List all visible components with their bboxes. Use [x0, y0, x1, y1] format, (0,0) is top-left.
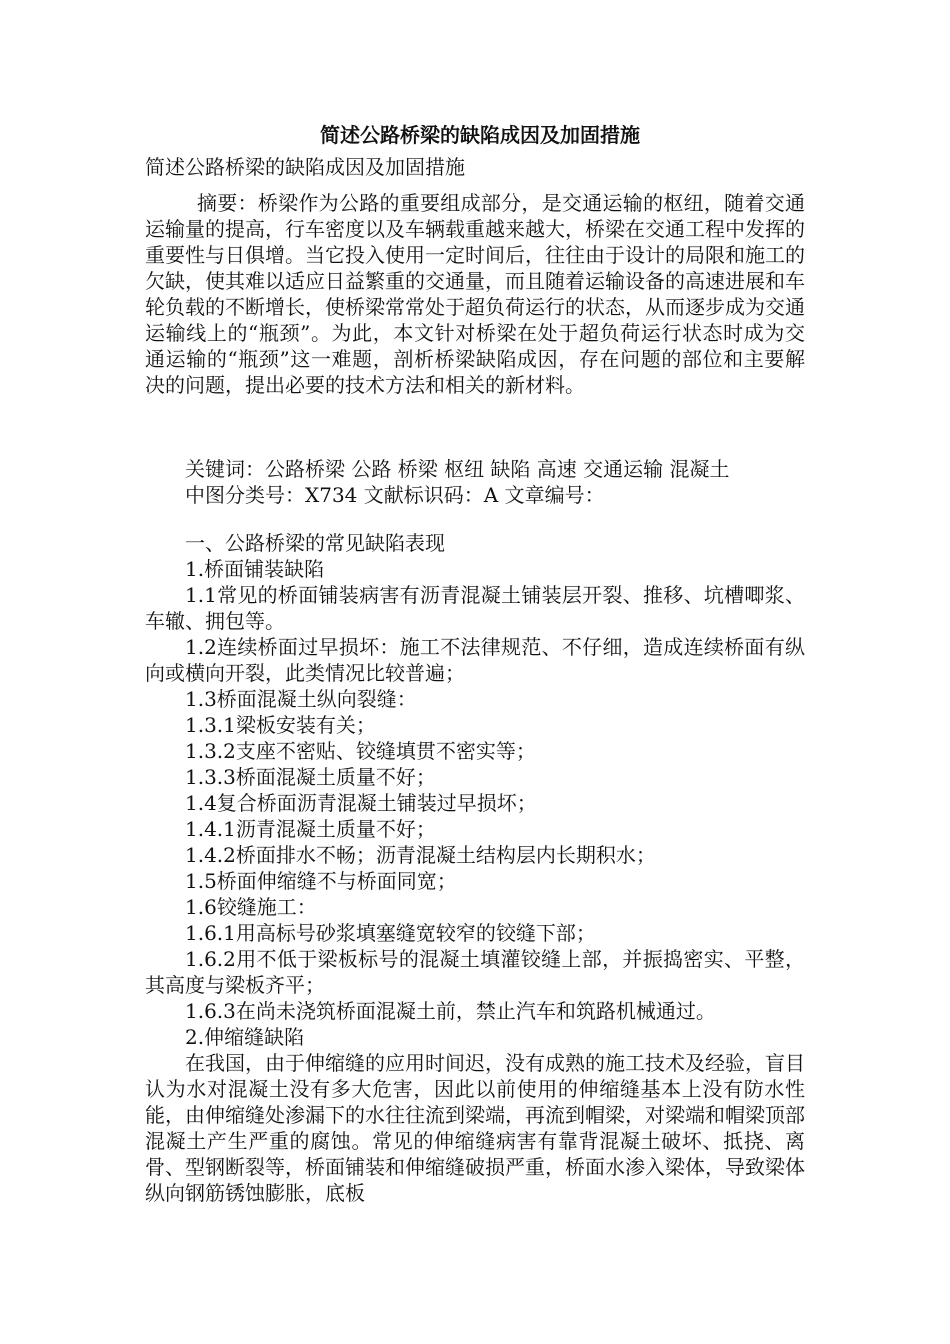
list-item: 1.6.1用高标号砂浆填塞缝宽较窄的铰缝下部； [185, 921, 596, 945]
section-heading: 一、公路桥梁的常见缺陷表现 [185, 531, 445, 555]
abstract-paragraph: 摘要：桥梁作为公路的重要组成部分，是交通运输的枢纽，随着交通运输量的提高，行车密度以及车辆载重越来越大，桥梁在交通工程中发挥的重要性与日俱增。当它投入使用一定时间后，往往由于设计的局限和施工的欠缺，使其难以适应日益繁重的交通量，而且随着运输设备的高速进展和车轮负载的不断增长，使桥梁常常处于超负荷运行的状态，从而逐步成为交通运输线上的“瓶颈”。为此，本文针对桥梁在处于超负荷运行状态时成为交通运输的“瓶颈”这一难题，剖析桥梁缺陷成因，存在问题的部位和主要解决的问题，提出必要的技术方法和相关的新材料。 [145, 191, 805, 397]
document-subtitle: 简述公路桥梁的缺陷成因及加固措施 [145, 155, 465, 179]
list-item: 1.6.3在尚未浇筑桥面混凝土前，禁止汽车和筑路机械通过。 [185, 999, 716, 1023]
list-item: 1.3.1梁板安装有关； [185, 713, 376, 737]
list-item: 1.3.3桥面混凝土质量不好； [185, 765, 436, 789]
list-item: 1.4.2桥面排水不畅；沥青混凝土结构层内长期积水； [185, 843, 656, 867]
document-title: 简述公路桥梁的缺陷成因及加固措施 [320, 123, 640, 147]
list-item: 1.4.1沥青混凝土质量不好； [185, 817, 436, 841]
subsection-heading: 2.伸缩缝缺陷 [185, 1025, 305, 1049]
keywords-line: 关键词：公路桥梁 公路 桥梁 枢纽 缺陷 高速 交通运输 混凝土 [185, 457, 730, 481]
list-item: 1.3桥面混凝土纵向裂缝： [185, 687, 417, 711]
list-item: 1.4复合桥面沥青混凝土铺装过早损坏； [185, 791, 537, 815]
list-item: 1.6.2用不低于梁板标号的混凝土填灌铰缝上部，并振捣密实、平整，其高度与梁板齐平； [145, 947, 805, 997]
list-item: 1.3.2支座不密贴、铰缝填贯不密实等； [185, 739, 536, 763]
list-item: 1.5桥面伸缩缝不与桥面同宽； [185, 869, 457, 893]
body-paragraph: 在我国，由于伸缩缝的应用时间迟，没有成熟的施工技术及经验，盲目认为水对混凝土没有多大危害，因此以前使用的伸缩缝基本上没有防水性能，由伸缩缝处渗漏下的水往往流到梁端，再流到帽梁，对梁端和帽梁顶部混凝土产生严重的腐蚀。常见的伸缩缝病害有靠背混凝土破坏、抵挠、离骨、型钢断裂等，桥面铺装和伸缩缝破损严重，桥面水渗入梁体，导致梁体纵向钢筋锈蚀膨胀，底板 [145, 1051, 805, 1205]
document-page [145, 118, 805, 1206]
subsection-heading: 1.桥面铺装缺陷 [185, 557, 325, 581]
list-item: 1.2连续桥面过早损坏：施工不法律规范、不仔细，造成连续桥面有纵向或横向开裂，此类情况比较普遍； [145, 635, 805, 685]
list-item: 1.6铰缝施工： [185, 895, 317, 919]
classification-line: 中图分类号：X734 文献标识码：A 文章编号： [185, 483, 605, 507]
list-item: 1.1常见的桥面铺装病害有沥青混凝土铺装层开裂、推移、坑槽唧浆、车辙、拥包等。 [145, 583, 805, 633]
